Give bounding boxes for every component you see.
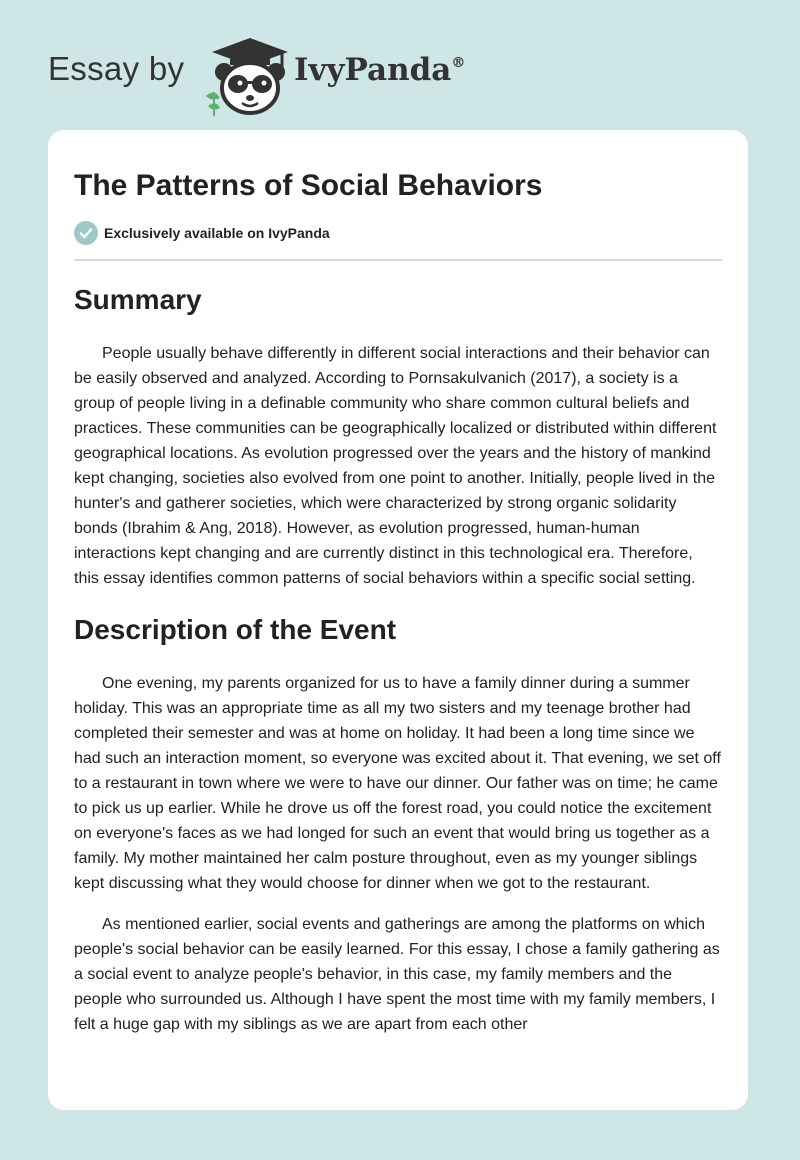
section-heading-description: Description of the Event xyxy=(74,614,397,645)
summary-paragraph: People usually behave differently in different social interactions and their behavior can be easily observed and analyzed. According to Pornsakulvanich (2017), a society is a group of people living in a definable community who share common cultural beliefs and practices. These communities can be geographically localized or distributed within different geographical locations. As evolution progressed over the years and the history of mankind kept changing, societies also evolved from one point to another. Initially, people lived in the hunter's and gatherer societies, which were characterized by strong organic solidarity bonds (Ibrahim & Ang, 2018). However, as evolution progressed, human-human interactions kept changing and are currently distinct in this technological era. Therefore, this essay identifies common patterns of social behaviors within a specific social setting. xyxy=(74,345,717,587)
panda-graduate-logo-icon xyxy=(202,36,292,118)
section-heading-summary: Summary xyxy=(74,284,202,315)
essay-title: The Patterns of Social Behaviors xyxy=(74,169,543,202)
essay-by-label: Essay by xyxy=(48,50,185,87)
description-paragraph-2: As mentioned earlier, social events and gatherings are among the platforms on which people's social behavior can be easily learned. For this essay, I chose a family gathering as a social event to analyze people's behavior, in this case, my family members and the people who surrounded us. Although I have spent the most time with my family members, I felt a huge gap with my siblings as we are apart from each other xyxy=(74,916,720,1033)
check-circle-icon xyxy=(74,221,98,245)
registered-mark: ® xyxy=(451,54,466,71)
site-header xyxy=(48,28,748,118)
essay-card xyxy=(48,130,748,1110)
exclusive-label: Exclusively available on IvyPanda xyxy=(104,225,330,241)
exclusive-badge xyxy=(74,220,722,261)
ivypanda-brand[interactable]: IvyPanda® xyxy=(294,52,466,88)
description-paragraph-1: One evening, my parents organized for us to have a family dinner during a summer holiday. This was an appropriate time as all my two sisters and my teenage brother had completed their semester and was at home on holiday. It had been a long time since we had such an interaction moment, so everyone was excited about it. That evening, we set off to a restaurant in town where we were to have our dinner. Our father was on time; he came to pick us up earlier. While he drove us off the forest road, you could notice the excitement on everyone's faces as we had longed for such an event that would bring us together as a family. My mother maintained her calm posture throughout, even as my younger siblings kept discussing what they would choose for dinner when we got to the restaurant. xyxy=(74,675,721,892)
